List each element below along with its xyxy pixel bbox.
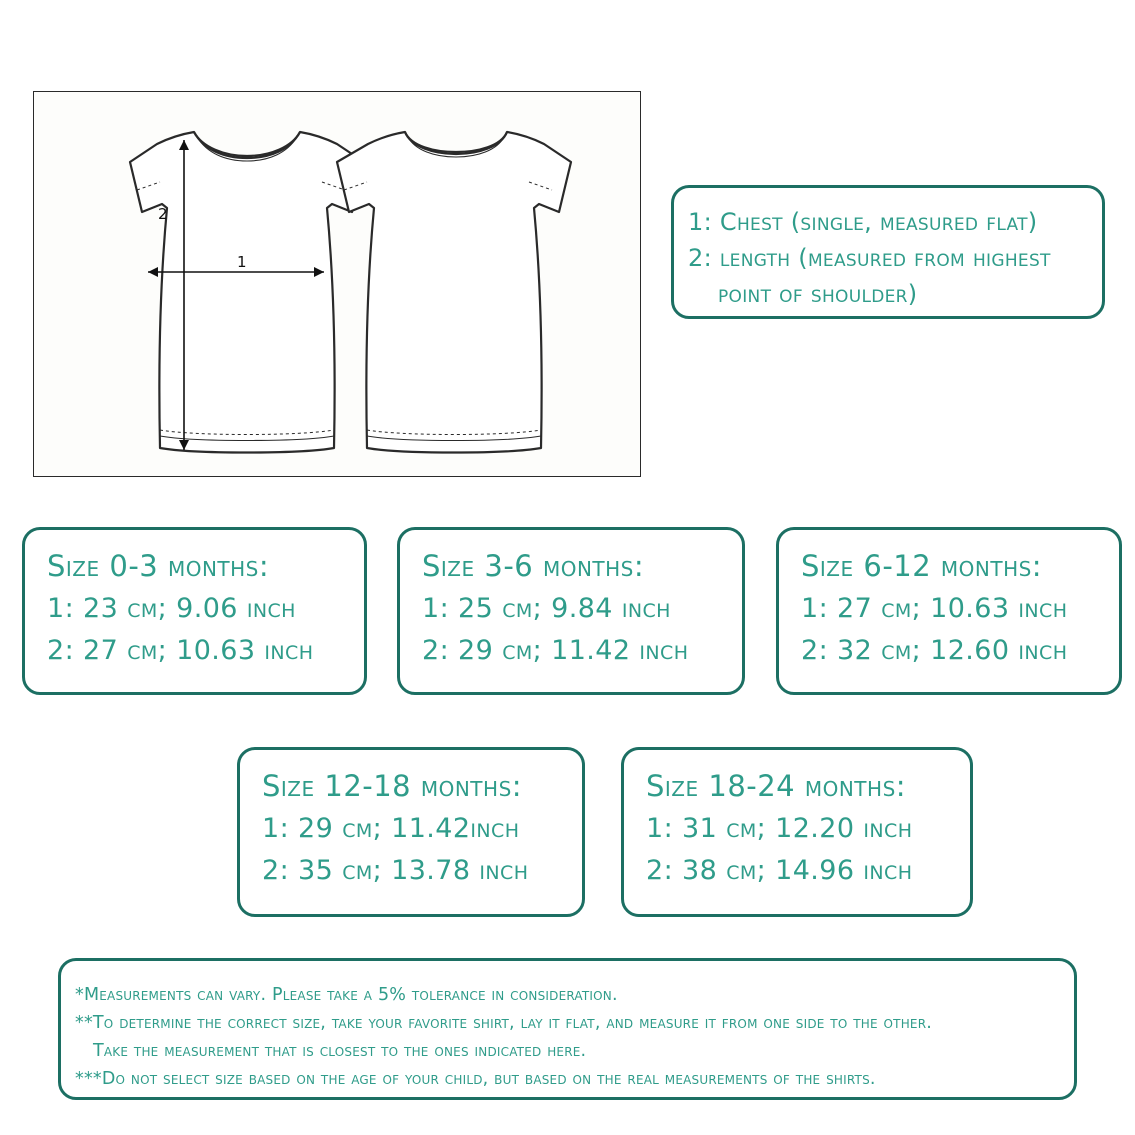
legend-line-3: point of shoulder) [718, 280, 918, 308]
notes-box [58, 958, 1077, 1100]
size-card-0-3-months [22, 527, 367, 695]
length-measure-label: 2 [158, 205, 168, 223]
legend-line-1: 1: Chest (single, measured flat) [688, 208, 1038, 236]
size-card-length: 2: 38 cm; 14.96 inch [646, 855, 913, 886]
legend-line-2: 2: length (measured from highest [688, 244, 1051, 272]
size-card-length: 2: 29 cm; 11.42 inch [422, 635, 689, 666]
note-line-4: ***Do not select size based on the age of your child, but based on the real measurements of the shirts. [75, 1069, 876, 1089]
size-card-6-12-months [776, 527, 1122, 695]
size-card-18-24-months [621, 747, 973, 917]
size-card-title: Size 12-18 months: [262, 769, 523, 803]
size-card-title: Size 3-6 months: [422, 549, 645, 583]
size-card-title: Size 18-24 months: [646, 769, 907, 803]
size-card-length: 2: 35 cm; 13.78 inch [262, 855, 529, 886]
size-card-title: Size 6-12 months: [801, 549, 1043, 583]
note-line-3: Take the measurement that is closest to the ones indicated here. [93, 1041, 587, 1061]
chest-measure-label: 1 [237, 253, 247, 271]
note-line-2: **To determine the correct size, take your favorite shirt, lay it flat, and measure it from one side to the other. [75, 1013, 933, 1033]
size-card-length: 2: 32 cm; 12.60 inch [801, 635, 1068, 666]
size-card-chest: 1: 27 cm; 10.63 inch [801, 593, 1068, 624]
size-card-length: 2: 27 cm; 10.63 inch [47, 635, 314, 666]
shirt-diagram [34, 92, 640, 476]
size-card-12-18-months [237, 747, 585, 917]
size-card-title: Size 0-3 months: [47, 549, 270, 583]
note-line-1: *Measurements can vary. Please take a 5% tolerance in consideration. [75, 985, 618, 1005]
size-card-chest: 1: 31 cm; 12.20 inch [646, 813, 913, 844]
legend-box [671, 185, 1105, 319]
size-card-chest: 1: 25 cm; 9.84 inch [422, 593, 671, 624]
size-card-chest: 1: 29 cm; 11.42inch [262, 813, 520, 844]
size-card-chest: 1: 23 cm; 9.06 inch [47, 593, 296, 624]
size-card-3-6-months [397, 527, 745, 695]
shirt-illustration-panel [33, 91, 641, 477]
